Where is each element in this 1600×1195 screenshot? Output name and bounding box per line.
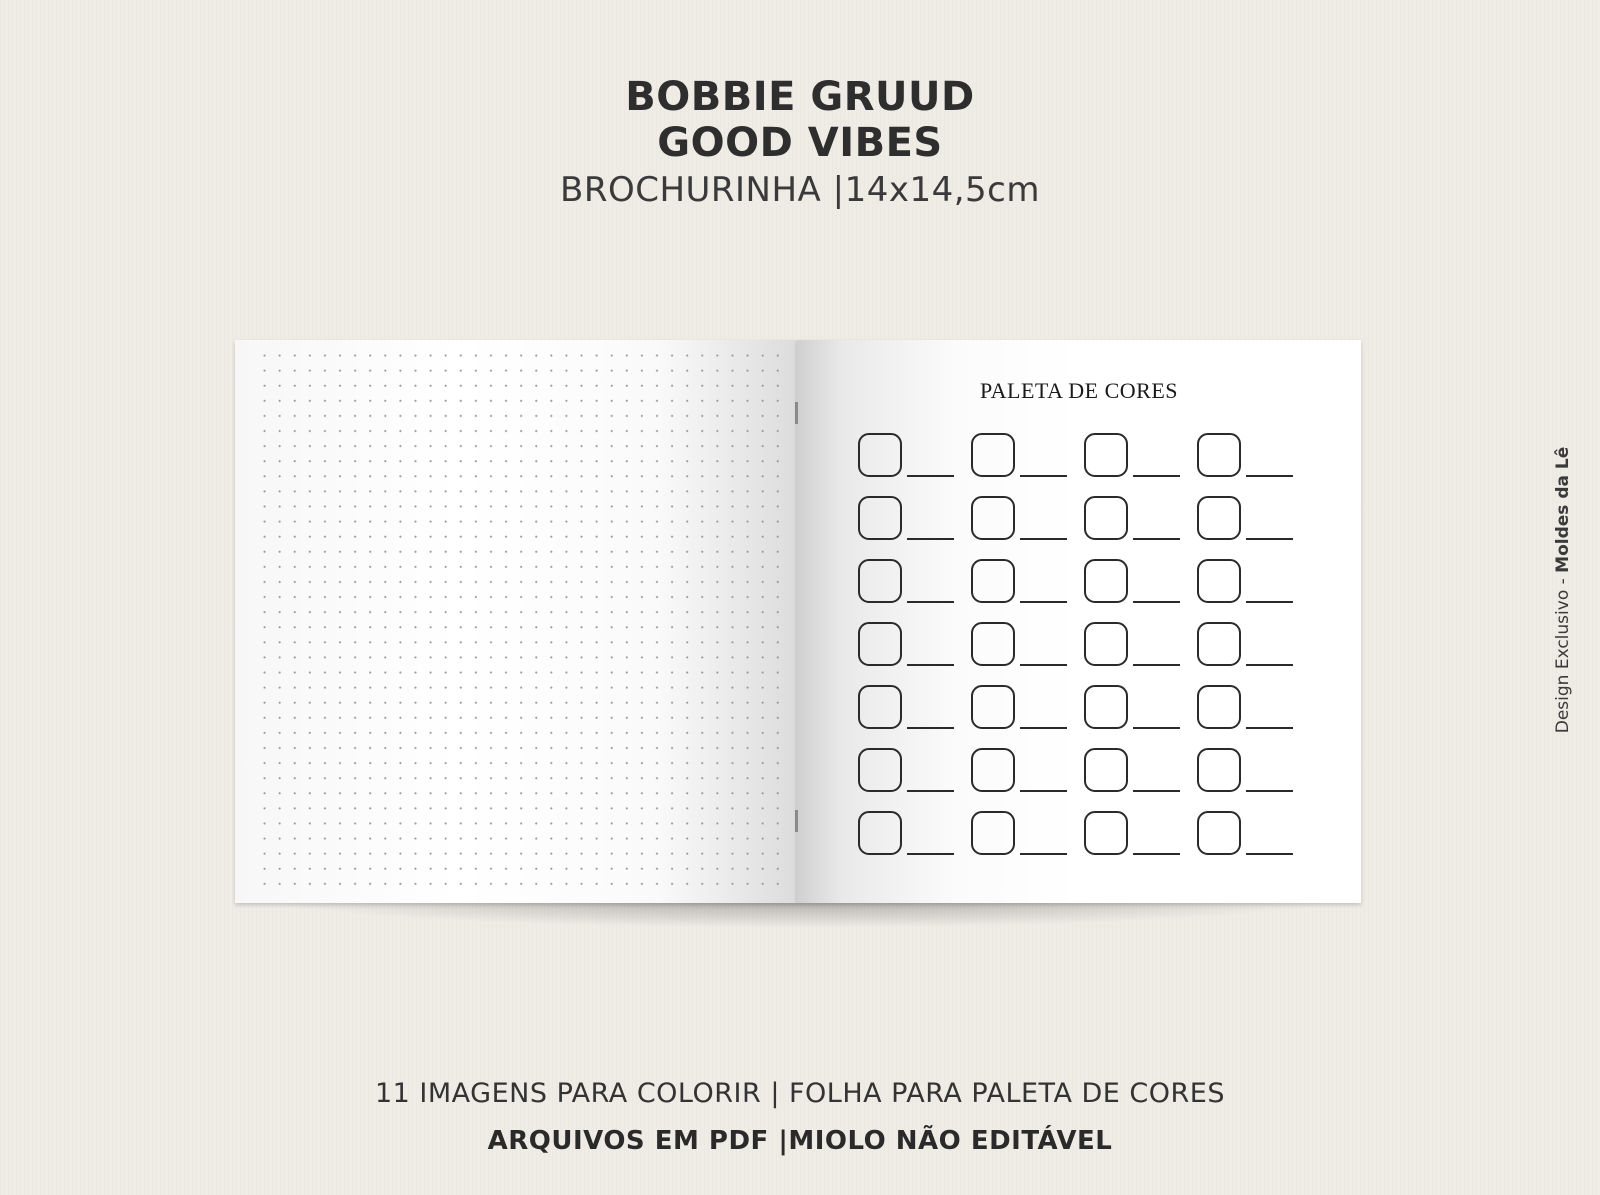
- color-swatch-box: [1197, 433, 1241, 477]
- color-swatch-box: [1084, 559, 1128, 603]
- staple-top: [795, 402, 798, 424]
- color-name-line: [1020, 853, 1067, 855]
- color-name-line: [1246, 727, 1293, 729]
- color-swatch-box: [858, 685, 902, 729]
- color-name-line: [907, 790, 954, 792]
- color-name-line: [907, 601, 954, 603]
- color-swatch-box: [1197, 622, 1241, 666]
- product-title-line1: BOBBIE GRUUD: [625, 74, 975, 120]
- color-swatch-box: [1197, 685, 1241, 729]
- color-swatch-box: [1084, 433, 1128, 477]
- swatch-cell: [971, 433, 1081, 483]
- swatch-cell: [1197, 685, 1307, 735]
- color-name-line: [1133, 727, 1180, 729]
- color-name-line: [1133, 664, 1180, 666]
- color-name-line: [1133, 853, 1180, 855]
- swatch-cell: [1084, 559, 1194, 609]
- color-swatch-box: [1197, 559, 1241, 603]
- color-name-line: [907, 727, 954, 729]
- color-name-line: [1020, 475, 1067, 477]
- color-swatch-box: [971, 811, 1015, 855]
- color-swatch-box: [858, 433, 902, 477]
- color-swatch-box: [1197, 748, 1241, 792]
- dot-pattern: [257, 348, 787, 896]
- color-swatch-box: [1084, 685, 1128, 729]
- footer-features: 11 IMAGENS PARA COLORIR | FOLHA PARA PALETA DE CORES: [374, 1078, 1225, 1109]
- swatch-cell: [858, 622, 968, 672]
- color-name-line: [1133, 790, 1180, 792]
- color-swatch-box: [1084, 748, 1128, 792]
- color-name-line: [1020, 538, 1067, 540]
- color-swatch-box: [971, 496, 1015, 540]
- swatch-cell: [971, 748, 1081, 798]
- product-title-line2: GOOD VIBES: [657, 120, 943, 166]
- swatch-cell: [1197, 433, 1307, 483]
- swatch-cell: [858, 496, 968, 546]
- color-name-line: [1246, 601, 1293, 603]
- side-credit-brand: Moldes da Lê: [1553, 446, 1573, 573]
- swatch-cell: [858, 559, 968, 609]
- swatch-cell: [1084, 811, 1194, 861]
- swatch-cell: [971, 496, 1081, 546]
- footer-file-info: ARQUIVOS EM PDF |MIOLO NÃO EDITÁVEL: [487, 1126, 1113, 1156]
- swatch-cell: [1084, 622, 1194, 672]
- color-swatch-box: [971, 622, 1015, 666]
- color-swatch-box: [1197, 811, 1241, 855]
- color-swatch-box: [858, 811, 902, 855]
- swatch-cell: [858, 685, 968, 735]
- swatch-cell: [971, 559, 1081, 609]
- color-swatch-box: [1084, 622, 1128, 666]
- swatch-cell: [1197, 622, 1307, 672]
- product-subtitle: BROCHURINHA |14x14,5cm: [560, 170, 1040, 210]
- color-name-line: [1133, 475, 1180, 477]
- swatch-cell: [1084, 685, 1194, 735]
- color-name-line: [907, 538, 954, 540]
- color-swatch-box: [971, 559, 1015, 603]
- swatch-cell: [971, 811, 1081, 861]
- color-swatch-box: [858, 559, 902, 603]
- color-swatch-box: [971, 748, 1015, 792]
- color-swatch-box: [971, 433, 1015, 477]
- color-name-line: [1020, 727, 1067, 729]
- swatch-cell: [971, 622, 1081, 672]
- swatch-cell: [1084, 748, 1194, 798]
- color-name-line: [1020, 790, 1067, 792]
- color-swatch-box: [1084, 811, 1128, 855]
- color-swatch-box: [1084, 496, 1128, 540]
- swatch-cell: [1084, 433, 1194, 483]
- swatch-cell: [858, 748, 968, 798]
- staple-bottom: [795, 810, 798, 832]
- color-swatch-box: [858, 496, 902, 540]
- color-swatch-box: [858, 622, 902, 666]
- palette-title: PALETA DE CORES: [979, 378, 1179, 403]
- swatch-cell: [1197, 811, 1307, 861]
- swatch-cell: [1197, 496, 1307, 546]
- color-name-line: [1246, 538, 1293, 540]
- swatch-cell: [1197, 748, 1307, 798]
- color-name-line: [1246, 475, 1293, 477]
- color-name-line: [1246, 853, 1293, 855]
- color-name-line: [1133, 601, 1180, 603]
- color-name-line: [1246, 664, 1293, 666]
- side-credit-prefix: Design Exclusivo -: [1553, 572, 1573, 734]
- swatch-cell: [1197, 559, 1307, 609]
- color-name-line: [1020, 601, 1067, 603]
- swatch-cell: [971, 685, 1081, 735]
- color-name-line: [1133, 538, 1180, 540]
- swatch-cell: [858, 811, 968, 861]
- left-page-dot-grid: [235, 340, 797, 903]
- color-swatch-box: [1197, 496, 1241, 540]
- color-name-line: [1246, 790, 1293, 792]
- color-name-line: [1020, 664, 1067, 666]
- color-swatch-box: [971, 685, 1015, 729]
- color-swatch-box: [858, 748, 902, 792]
- swatch-cell: [858, 433, 968, 483]
- swatch-cell: [1084, 496, 1194, 546]
- color-name-line: [907, 475, 954, 477]
- color-name-line: [907, 853, 954, 855]
- color-name-line: [907, 664, 954, 666]
